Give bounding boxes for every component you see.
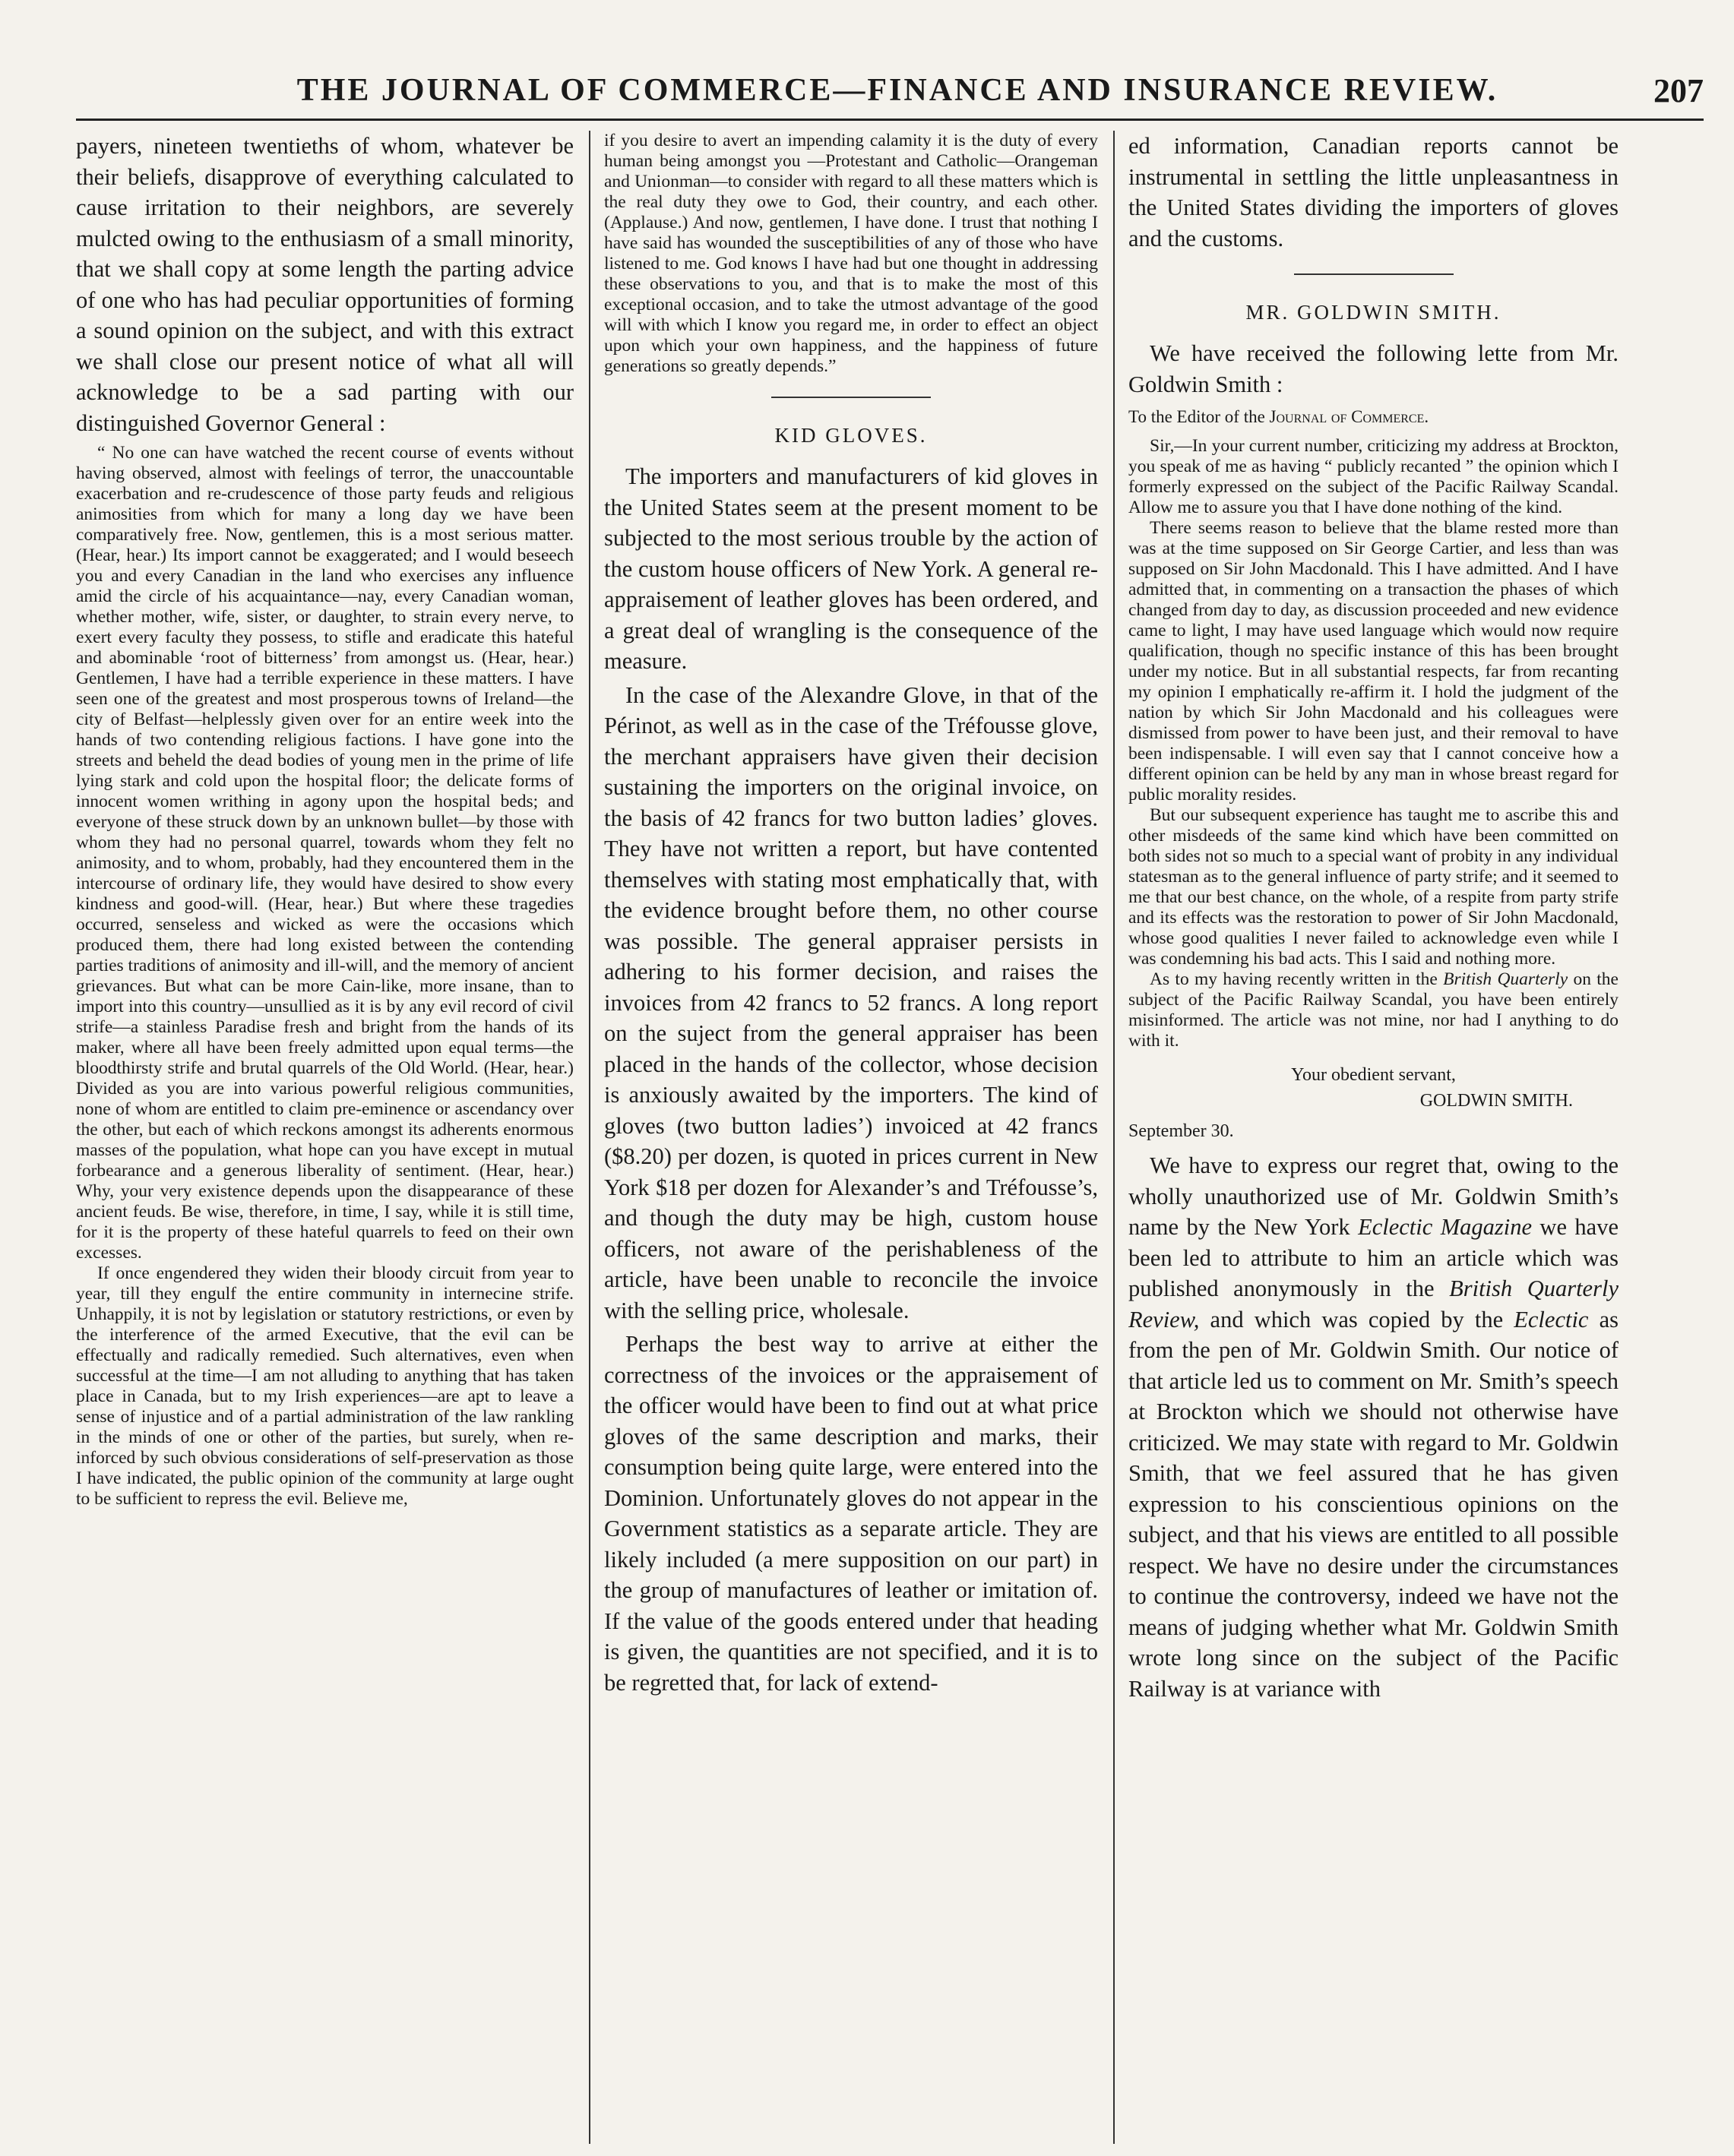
section-rule	[771, 397, 931, 398]
column-3	[1128, 131, 1619, 2144]
letter4-italic: British Quarterly	[1443, 969, 1568, 989]
editor-reply-paragraph	[1128, 1150, 1619, 1704]
to-editor-prefix: To the Editor of the	[1128, 407, 1270, 426]
reply-italic-1: Eclectic Magazine	[1358, 1214, 1532, 1240]
col2-quote-end: if you desire to avert an impending calamity it is the duty of every human being amongst you —Protestant and Catholic—Orangeman and Unionman—to consider with regard to all these matters which is the real duty they owe to God, their country, and each other. (Applause.) And now, gentlemen, I have done. I trust that nothing I have said has wounded the susceptibilities of any of those who have listened to me. God knows I have had but one thought in addressing these observations to you, and that is to make the most of this exceptional occasion, and to take the utmost advantage of the good will with which I know you regard me, in order to effect an object upon which your own happiness, and the happiness of future generations so greatly depends.”	[604, 131, 1098, 376]
kid-gloves-paragraph-3: Perhaps the best way to arrive at either the correctness of the invoices or the appraisement of the officer would have been to find out at what price gloves of the same description and marks, their consumption being quite large, were entered into the Dominion. Unfortunately gloves do not appear in the Government statistics as a separate article. They are likely included (a mere supposition on our part) in the group of manufactures of leather or imitation of. If the value of the goods entered under that heading is given, the quantities are not specified, and it is to be regretted that, for lack of extend-	[604, 1331, 1098, 1696]
reply-text-a: We have to express our regret that, owing to the wholly unauthorized use of Mr. Goldwin Smith’s name by the New York	[1128, 1152, 1619, 1240]
letter-paragraph-3: But our subsequent experience has taught me to ascribe this and other misdeeds of the same kind which have been committed on both sides not so much to a special want of probity in any individual statesman as to the general influence of party strife; and it seemed to me that our best chance, on the whole, of a respite from party strife and its effects was the restoration to power of Sir John Macdonald, whose good qualities I never failed to acknowledge even while I was condemning his bad acts. This I said and nothing more.	[1128, 805, 1619, 969]
to-editor-journal: Journal of Commerce.	[1269, 407, 1429, 426]
letter4-text-b: on the subject of the Pacific Railway Scandal, you have been entirely misinformed. The article was not mine, nor had I anything to do with it.	[1128, 969, 1619, 1051]
letter-paragraph-2: There seems reason to believe that the blame rested more than was at the time supposed on Sir George Cartier, and less than was supposed on Sir John Macdonald. This I have admitted. And I have admitted that, in commenting on a transaction the phases of which changed from day to day, as discussion proceeded and new evidence came to light, I may have used language which would now require qualification, though no specific instance of this has been brought under my notice. But in all substantial respects, far from recanting my opinion I emphatically re-affirm it. I hold the judgment of the nation by which Sir John Macdonald and his colleagues were dismissed from power to have been just, and their removal to have been indispensable. I will even say that I cannot conceive how a different opinion can be held by any man in whose breast regard for public morality resides.	[1128, 518, 1619, 805]
column-divider-1	[589, 131, 590, 2144]
letter-paragraph-4	[1128, 969, 1619, 1051]
column-2	[604, 131, 1098, 2144]
kid-gloves-paragraph-1: The importers and manufacturers of kid gloves in the United States seem at the present moment to be subjected to the most serious trouble by the action of the custom house officers of New York. A general re-appraisement of leather gloves has been ordered, and a great deal of wrangling is the consequence of the measure.	[604, 463, 1098, 674]
reply-text-b: we have been led to attribute to him an article which was published anonymously in the	[1128, 1214, 1619, 1301]
page-header	[160, 67, 1704, 114]
header-rule	[76, 119, 1704, 121]
to-editor-line	[1128, 406, 1619, 428]
col1-intro-paragraph: payers, nineteen twentieths of whom, whatever be their beliefs, disapprove of everything calculated to cause irritation to their neighbors, are severely mulcted owing to the enthusiasm of a small minority, that we shall copy at some length the parting advice of one who has had peculiar opportunities of forming a sound opinion on the subject, and with this extract we shall close our present notice of what all will acknowledge to be a sad parting with our distinguished Governor General :	[76, 133, 574, 436]
letter-closing: Your obedient servant,	[1291, 1065, 1456, 1085]
kid-gloves-heading: KID GLOVES.	[774, 424, 928, 447]
letter-date: September 30.	[1128, 1121, 1234, 1141]
reply-italic-2: British Quarterly Review,	[1128, 1276, 1619, 1332]
reply-text-c: and which was copied by the	[1199, 1306, 1514, 1332]
letter-intro: We have received the following lette from Mr. Goldwin Smith :	[1128, 340, 1619, 397]
col1-quote-paragraph-2: If once engendered they widen their bloody circuit from year to year, till they engulf the entire community in internecine strife. Unhappily, it is not by legislation or statutory restrictions, or even by the interference of the armed Executive, that the evil can be effectually and radically remedied. Such alternatives, even when successful at the time—I am not alluding to anything that has taken place in Canada, but to my Irish experiences—are apt to leave a sense of injustice and of a partial administration of the law rankling in the minds of one or other of the parties, but surely, when re-inforced by such obvious considerations of self-preservation as those I have indicated, the public opinion of the community at large ought to be sufficient to repress the evil. Believe me,	[76, 1263, 574, 1509]
page-number: 207	[1653, 71, 1704, 109]
section-rule-2	[1294, 273, 1454, 275]
reply-text-d: as from the pen of Mr. Goldwin Smith. Our notice of that article led us to comment on Mr. Smith’s speech at Brockton which we should not otherwise have criticized. We may state with regard to Mr. Goldwin Smith, that we feel assured that he has given expression to his conscientious opinions on the subject, and that his views are entitled to all possible respect. We have no desire under the circumstances to continue the controversy, indeed we have not the means of judging whether what Mr. Goldwin Smith wrote long since on the subject of the Pacific Railway is at variance with	[1128, 1306, 1619, 1702]
letter4-text-a: As to my having recently written in the	[1150, 969, 1444, 989]
column-1	[76, 131, 574, 2144]
letter-paragraph-1: Sir,—In your current number, criticizing my address at Brockton, you speak of me as having “ publicly recanted ” the opinion which I formerly expressed on the subject of the Pacific Railway Scandal. Allow me to assure you that I have done nothing of the kind.	[1128, 436, 1619, 517]
journal-title: THE JOURNAL OF COMMERCE—FINANCE AND INSURANCE REVIEW.	[296, 73, 1498, 108]
column-divider-2	[1113, 131, 1115, 2144]
kid-gloves-paragraph-2: In the case of the Alexandre Glove, in that of the Périnot, as well as in the case of the Tréfousse glove, the merchant appraisers have given their decision sustaining the importers on the original invoice, on the basis of 42 francs for two button ladies’ gloves. They have not written a report, but have contented themselves with stating most emphatically that, with the evidence brought before them, no other course was possible. The general appraiser persists in adhering to his former decision, and raises the invoices from 42 francs to 52 francs. A long report on the suject from the general appraiser has been placed in the hands of the collector, whose decision is anxiously awaited by the importers. The kind of gloves (two button ladies’) invoiced at 42 francs ($8.20) per dozen, is quoted in prices current in New York $18 per dozen for Alexander’s and Tréfousse’s, and though the duty may be high, custom house officers, not aware of the perishableness of the article, have been unable to reconcile the invoice with the selling price, wholesale.	[604, 681, 1098, 1323]
col1-quote-paragraph-1: “ No one can have watched the recent course of events without having observed, almost with feelings of terror, the unaccountable exacerbation and re-crudescence of those party feuds and religious animosities from which for many a long day we have been comparatively free. Now, gentlemen, this is a most serious matter. (Hear, hear.) Its import cannot be exaggerated; and I would beseech you and every Canadian in the land who exercises any influence amid the circle of his acquaintance—nay, every Canadian woman, whether mother, wife, sister, or daughter, to strain every nerve, to exert every faculty they possess, to stifle and eradicate this hateful and abominable ‘root of bitterness’ from amongst us. (Hear, hear.) Gentlemen, I have had a terrible experience in these matters. I have seen one of the greatest and most prosperous towns of Ireland—the city of Belfast—helplessly given over for an entire week into the hands of two contending religious factions. I have gone into the streets and beheld the dead bodies of young men in the prime of life lying stark and cold upon the hospital floor; the delicate forms of innocent women writhing in agony upon the hospital beds; and everyone of these struck down by an unknown bullet—by those with whom they had no personal quarrel, towards whom they felt no animosity, and to whom, probably, had they encountered them in the intercourse of ordinary life, they would have desired to show every kindness and good-will. (Hear, hear.) But where these tragedies occurred, senseless and wicked as were the occasions which produced them, there had long existed between the contending parties traditions of animosity and ill-will, and the memory of ancient grievances. But what can be more Cain-like, more insane, than to import into this country—unsullied as it is by any evil record of civil strife—a stainless Paradise fresh and bright from the hands of its maker, where all have been freely admitted upon equal terms—the bloodthirsty strife and brutal quarrels of the Old World. (Hear, hear.) Divided as you are into various powerful religious communities, none of whom are entitled to claim pre-eminence or ascendancy over the other, but each of which reckons amongst its adherents enormous masses of the population, what hope can you have except in mutual forbearance and a generous liberality of sentiment. (Hear, hear.) Why, your very existence depends upon the disappearance of these ancient feuds. Be wise, therefore, in time, I say, while it is still time, for it is the property of these hateful quarrels to feed on their own excesses.	[76, 443, 574, 1263]
letter-signature: GOLDWIN SMITH.	[1419, 1091, 1573, 1111]
col3-continuation: ed information, Canadian reports cannot be instrumental in settling the little unpleasantness in the United States dividing the importers of gloves and the customs.	[1128, 133, 1619, 251]
goldwin-smith-heading: MR. GOLDWIN SMITH.	[1245, 301, 1501, 324]
reply-italic-3: Eclectic	[1514, 1306, 1589, 1332]
